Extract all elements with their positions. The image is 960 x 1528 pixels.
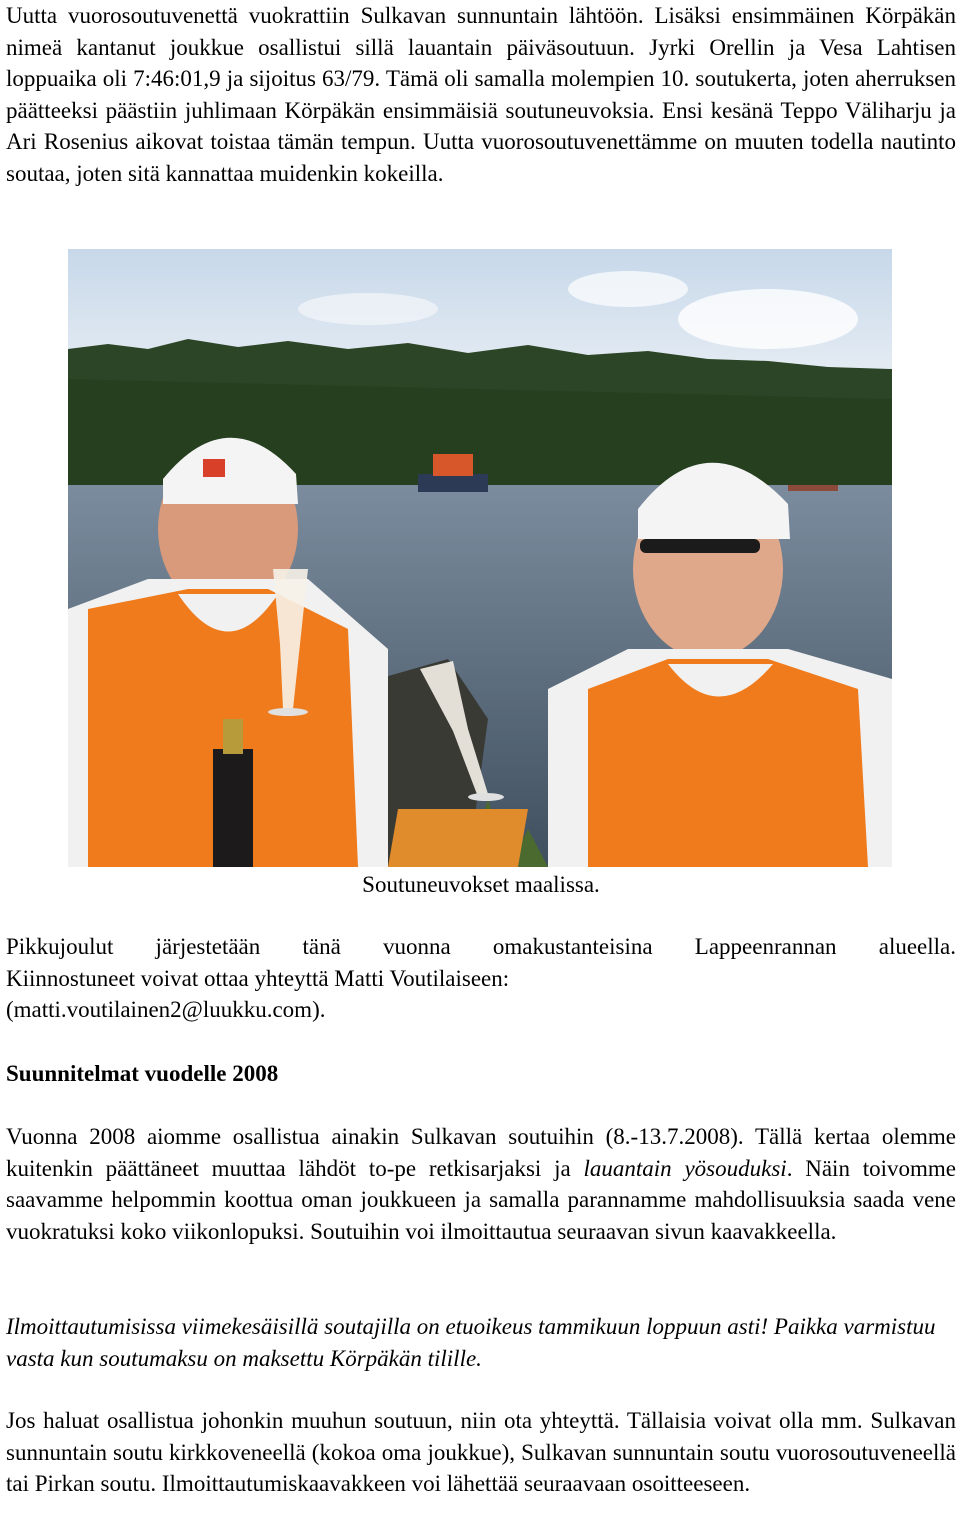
plans-text-italic: lauantain yösouduksi — [583, 1155, 787, 1181]
photo-caption: Soutuneuvokset maalissa. — [362, 872, 600, 897]
pikkujoulut-section — [6, 931, 956, 1026]
other-races-text: Jos haluat osallistua johonkin muuhun soutuun, niin ota yhteyttä. Tällaisia voivat olla mm. Sulkavan sunnuntain soutu kirkkoveneellä (kokoa oma joukkue), Sulkavan sunnuntain soutu vuorosoutuveneellä tai Pirkan soutu. Ilmoittautumiskaavakkeen voi lähettää seuraavaan osoitteeseen. — [6, 1408, 956, 1497]
plans-text — [6, 1121, 956, 1247]
pikkujoulut-line-2: Kiinnostuneet voivat ottaa yhteyttä Matti Voutilaiseen: — [6, 965, 510, 991]
plans-paragraph — [6, 1121, 956, 1247]
plans-text-b: . Näin toivomme saavamme helpommin koottua oman joukkueen ja samalla parannamme mahdollisuuksia saada vene vuokratuksi koko viikonlopuksi. Soutuihin voi ilmoittautua seuraavan sivun kaavakkeella. — [6, 1155, 957, 1244]
pikkujoulut-email: (matti.voutilainen2@luukku.com). — [6, 997, 326, 1023]
section-heading: Suunnitelmat vuodelle 2008 — [6, 1061, 279, 1086]
plans-text-a: Vuonna 2008 aiomme osallistua ainakin Sulkavan soutuihin (8.-13.7.2008). Tällä kertaa olemme kuitenkin päättäneet muuttaa lähdöt to-pe retkisarjaksi ja — [6, 1124, 956, 1181]
rowers-photo-image — [68, 249, 892, 867]
photo — [68, 249, 892, 867]
other-races-paragraph — [6, 1405, 956, 1500]
document-page — [6, 0, 957, 1497]
registration-note — [6, 1311, 956, 1374]
registration-note-text: Ilmoittautumisissa viimekesäisillä soutajilla on etuoikeus tammikuun loppuun asti! Paikka varmistuu vasta kun soutumaksu on maksettu Körpäkän tilille. — [6, 1314, 936, 1371]
pikkujoulut-line-1: Pikkujoulut järjestetään tänä vuonna omakustanteisina Lappeenrannan alueella. — [6, 934, 956, 959]
intro-paragraph: Uutta vuorosoutuvenettä vuokrattiin Sulkavan sunnuntain lähtöön. Lisäksi ensimmäinen Körpäkän nimeä kantanut joukkue osallistui sillä lauantain päiväsoutuun. Jyrki Orellin ja Vesa Lahtisen loppuaika oli 7:46:01,9 ja sijoitus 63/79. Tämä oli samalla molempien 10. soutukerta, joten aherruksen päätteeksi päästiin juhlimaan Körpäkän ensimmäisiä soutuneuvoksia. Ensi kesänä Teppo Väliharju ja Ari Rosenius aikovat toistaa tämän tempun. Uutta vuorosoutuvenettämme on muuten todella nautinto soutaa, joten sitä kannattaa muidenkin kokeilla. — [6, 3, 956, 186]
